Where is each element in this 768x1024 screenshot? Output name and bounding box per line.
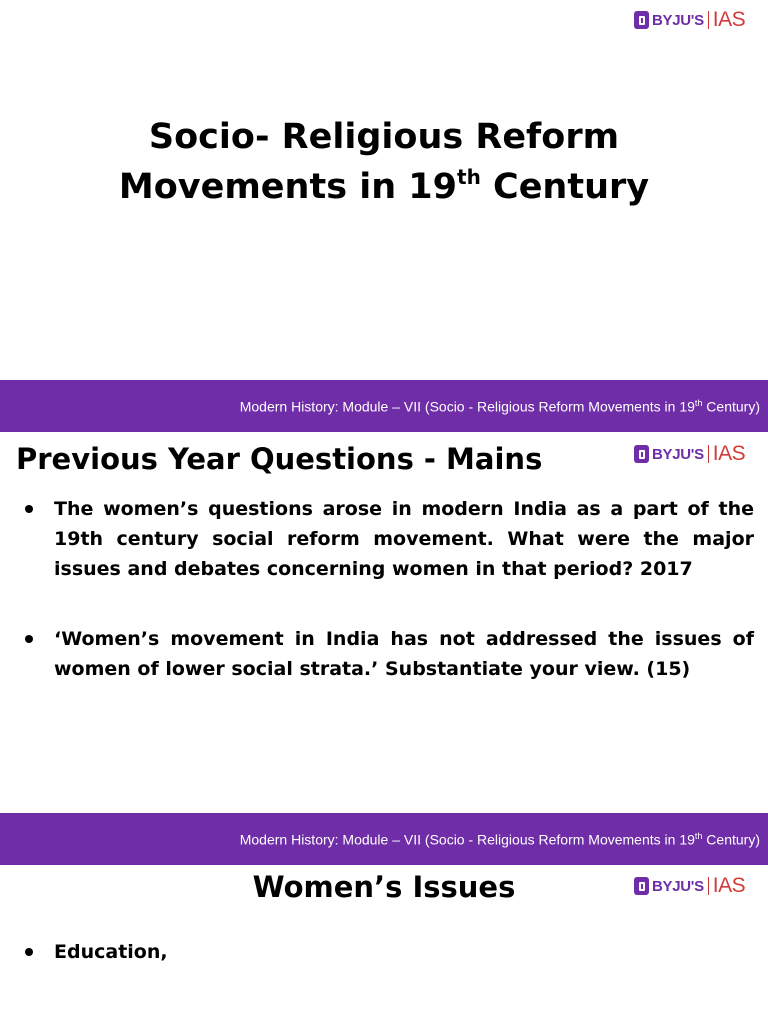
main-title [0, 112, 768, 212]
list-item: Education, [0, 937, 768, 967]
title-slide [0, 0, 768, 380]
logo-brand-text: BYJU'S [652, 877, 704, 895]
byjus-logo-icon [634, 445, 649, 463]
list-item: The women’s questions arose in modern India as a part of the 19th century social reform movement. What were the major issues and debates concerning women in that period? 2017 [0, 494, 768, 584]
questions-slide [0, 432, 768, 813]
title-line-2: Movements in 19th Century [118, 165, 650, 207]
logo-brand-text: BYJU'S [652, 445, 704, 463]
logo-brand-text: BYJU'S [652, 11, 704, 29]
logo-divider [708, 445, 709, 463]
logo-divider [708, 877, 709, 895]
bullet-icon [25, 635, 33, 643]
womens-issues-slide [0, 865, 768, 1024]
question-list [0, 494, 768, 684]
module-footer-text: Modern History: Module – VII (Socio - Religious Reform Movements in 19th Century) [239, 398, 760, 415]
byjus-logo-icon [634, 11, 649, 29]
module-footer-band [0, 813, 768, 865]
logo-ias-text: IAS [712, 8, 746, 31]
slide-heading: Women’s Issues [252, 870, 516, 904]
bullet-icon [25, 948, 33, 956]
logo-ias-text: IAS [712, 442, 746, 465]
list-item: ‘Women’s movement in India has not addressed the issues of women of lower social strata.’ Substantiate your view. (15) [0, 624, 768, 684]
byjus-logo [634, 9, 745, 31]
logo-divider [708, 11, 709, 29]
bullet-icon [25, 505, 33, 513]
module-footer-text: Modern History: Module – VII (Socio - Religious Reform Movements in 19th Century) [239, 831, 760, 848]
title-line-1: Socio- Religious Reform [148, 117, 620, 157]
slide-heading: Previous Year Questions - Mains [16, 442, 543, 476]
module-footer-band [0, 380, 768, 432]
byjus-logo [634, 443, 745, 465]
issues-list [0, 937, 768, 967]
byjus-logo-icon [634, 877, 649, 895]
logo-ias-text: IAS [712, 874, 746, 897]
byjus-logo [634, 875, 745, 897]
